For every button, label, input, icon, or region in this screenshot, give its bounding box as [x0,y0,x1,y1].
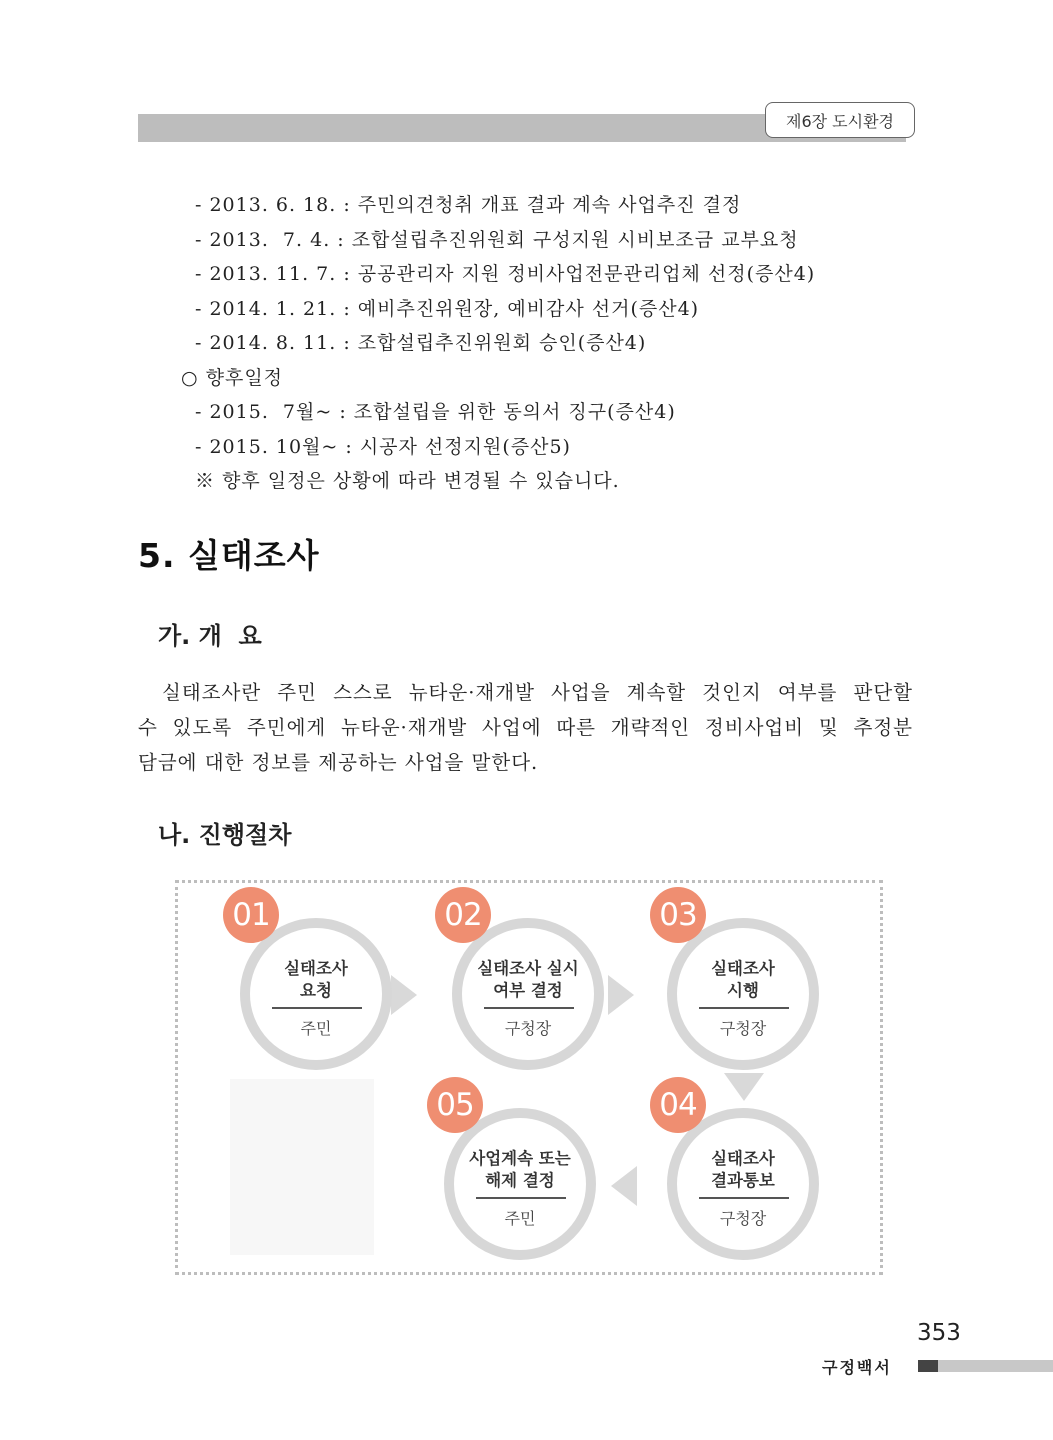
step-number-badge: 02 [435,887,491,943]
step-number-badge: 01 [223,887,279,943]
step-actor: 주민 [300,1019,332,1038]
book-title: 구정백서 [822,1358,892,1377]
step-title-line: 실태조사 실시 [477,959,579,978]
step-title [240,958,392,1002]
step-title-line: 시행 [727,981,759,1000]
step-title [667,1148,819,1192]
arrow-right-icon [391,975,417,1015]
step-title [452,958,604,1002]
footer-bar-dark [918,1360,938,1372]
chapter-tab: 제6장 도시환경 [765,102,915,138]
timeline-item: - 2013. 11. 7. : 공공관리자 지원 정비사업전문관리업체 선정(증산4) [195,263,816,285]
step-title [667,958,819,1002]
step-divider [476,1197,566,1199]
paragraph-line: 수 있도록 주민에게 뉴타운·재개발 사업에 따른 개략적인 정비사업비 및 추정분 [138,716,913,739]
timeline-item: - 2015. 10월~ : 시공자 선정지원(증산5) [195,435,571,458]
step-divider [699,1197,789,1199]
arrow-down-icon [724,1073,764,1101]
paragraph-line: 담금에 대한 정보를 제공하는 사업을 말한다. [138,751,539,774]
arrow-right-icon [608,975,634,1015]
step-actor: 주민 [504,1209,536,1228]
step-title-line: 요청 [300,981,332,1000]
step-title-line: 여부 결정 [493,981,563,1000]
timeline-heading: ○ 향후일정 [181,366,284,389]
timeline-list [181,190,816,501]
step-actor: 구청장 [719,1019,767,1038]
timeline-item: - 2013. 7. 4. : 조합설립추진위원회 구성지원 시비보조금 교부요청 [195,228,799,251]
section-title: 5. 실태조사 [138,536,320,575]
step-05 [436,1087,596,1260]
timeline-item: - 2013. 6. 18. : 주민의견청취 개표 결과 계속 사업추진 결정 [195,194,742,216]
step-title-line: 실태조사 [284,959,348,978]
timeline-item: - 2014. 1. 21. : 예비추진위원장, 예비감사 선거(증산4) [195,297,700,320]
overview-paragraph [138,675,913,780]
step-01 [232,897,392,1070]
step-number-badge: 04 [650,1077,706,1133]
step-02 [444,897,604,1070]
step-divider [272,1007,362,1009]
timeline-item: - 2014. 8. 11. : 조합설립추진위원회 승인(증산4) [195,332,647,354]
step-actor: 구청장 [719,1209,767,1228]
timeline-item: - 2015. 7월~ : 조합설립을 위한 동의서 징구(증산4) [195,401,676,423]
procedure-diagram [175,880,883,1275]
diagram-background-panel [230,1079,374,1255]
step-04 [659,1087,819,1260]
paragraph-line: 실태조사란 주민 스스로 뉴타운·재개발 사업을 계속할 것인지 여부를 판단할 [162,681,913,704]
step-title-line: 실태조사 [711,959,775,978]
step-title-line: 결과통보 [711,1171,775,1190]
step-number-badge: 05 [427,1077,483,1133]
page-number: 353 [917,1320,961,1346]
step-title-line: 해제 결정 [485,1171,555,1190]
step-title-line: 사업계속 또는 [469,1149,571,1168]
step-03 [659,897,819,1070]
step-title-line: 실태조사 [711,1149,775,1168]
step-number-badge: 03 [650,887,706,943]
procedure-title: 나. 진행절차 [158,821,292,849]
overview-title: 가. 개 요 [158,622,262,650]
step-divider [699,1007,789,1009]
timeline-note: ※ 향후 일정은 상황에 따라 변경될 수 있습니다. [195,470,620,492]
step-title [444,1148,596,1192]
step-divider [484,1007,574,1009]
footer-bar-light [938,1360,1053,1372]
arrow-left-icon [611,1166,637,1206]
step-actor: 구청장 [504,1019,552,1038]
